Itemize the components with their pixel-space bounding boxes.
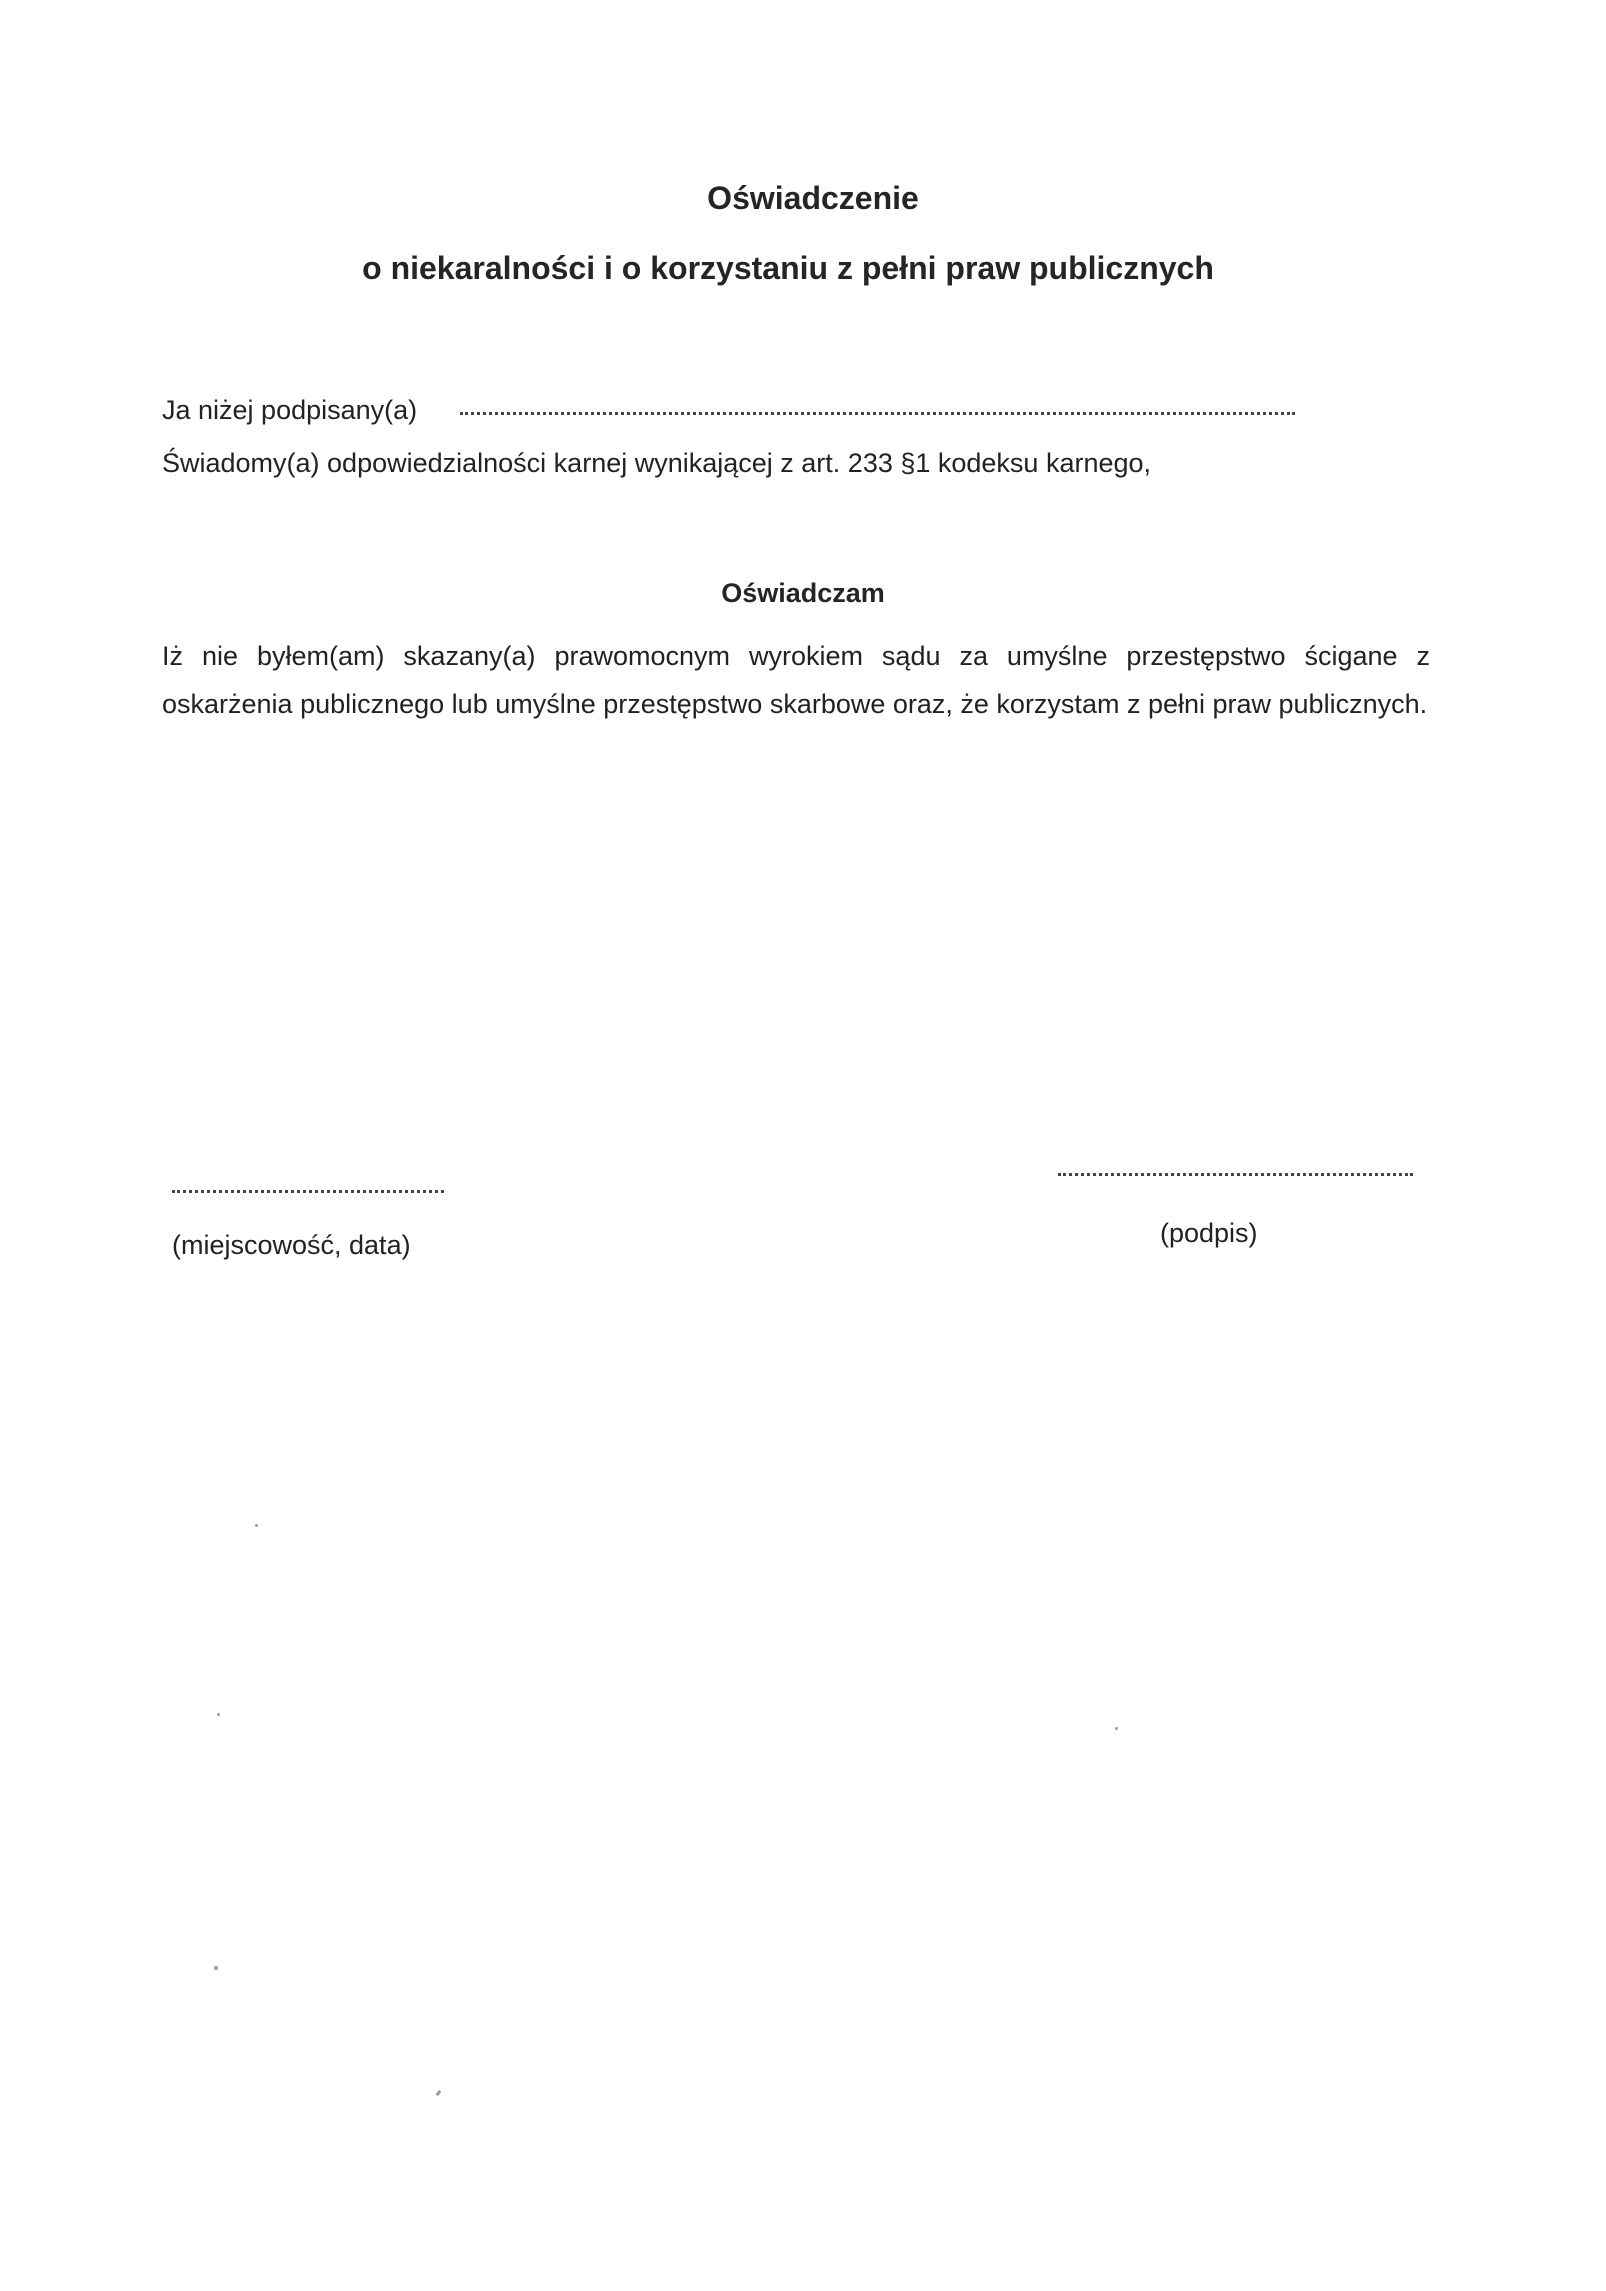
document-subtitle: o niekaralności i o korzystaniu z pełni praw publicznych — [362, 250, 1214, 286]
document-title: Oświadczenie — [707, 180, 919, 216]
place-date-caption: (miejscowość, data) — [172, 1230, 411, 1260]
name-label: Ja niżej podpisany(a) — [162, 395, 418, 425]
scan-speck — [255, 1524, 258, 1527]
declaration-body: Iż nie byłem(am) skazany(a) prawomocnym wyrokiem sądu za umyślne przestępstwo ścigane z oskarżenia publicznego lub umyślne przestępstwo skarbowe oraz, że korzystam z pełni praw publicznych. — [162, 641, 1430, 719]
scan-speck — [436, 2090, 442, 2097]
awareness-statement: Świadomy(a) odpowiedzialności karnej wynikającej z art. 233 §1 kodeksu karnego, — [162, 448, 1152, 478]
signature-caption: (podpis) — [1160, 1218, 1258, 1248]
scan-speck — [1115, 1727, 1118, 1730]
place-date-fill-line[interactable] — [172, 1180, 444, 1193]
scan-speck — [214, 1966, 218, 1970]
scan-speck — [217, 1713, 220, 1716]
signature-fill-line[interactable] — [1058, 1163, 1413, 1176]
name-fill-line[interactable] — [460, 398, 1295, 415]
declaration-heading: Oświadczam — [721, 578, 885, 608]
